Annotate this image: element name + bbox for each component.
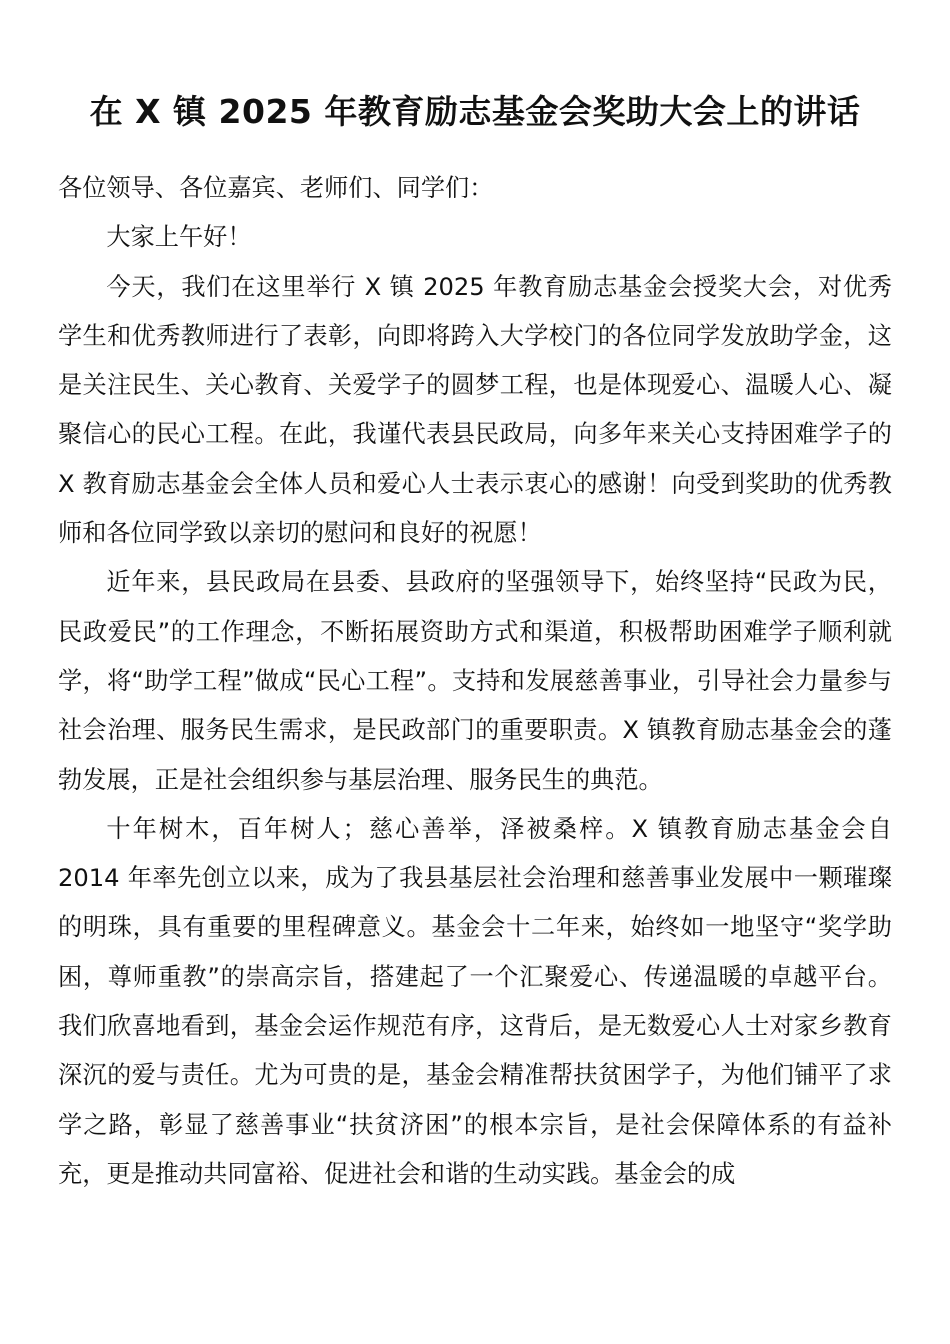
document-title: 在 X 镇 2025 年教育励志基金会奖助大会上的讲话 (89, 92, 861, 132)
paragraph-opening: 今天，我们在这里举行 X 镇 2025 年教育励志基金会授奖大会，对优秀学生和优秀教师进行了表彰，向即将跨入大学校门的各位同学发放助学金，这是关注民生、关心教育、关爱学子的圆梦工程，也是体现爱心、温暖人心、凝聚信心的民心工程。在此，我谨代表县民政局，向多年来关心支持困难学子的 X 教育励志基金会全体人员和爱心人士表示衷心的感谢！向受到奖助的优秀教师和各位同学致以亲切的慰问和良好的祝愿！ (58, 272, 892, 548)
paragraph-foundation: 十年树木，百年树人；慈心善举，泽被桑梓。X 镇教育励志基金会自 2014 年率先创立以来，成为了我县基层社会治理和慈善事业发展中一颗璀璨的明珠，具有重要的里程碑意义。基金会十二年来，始终如一地坚守“奖学助困，尊师重教”的崇高宗旨，搭建起了一个汇聚爱心、传递温暖的卓越平台。我们欣喜地看到，基金会运作规范有序，这背后，是无数爱心人士对家乡教育深沉的爱与责任。尤为可贵的是，基金会精准帮扶贫困学子，为他们铺平了求学之路，彰显了慈善事业“扶贫济困”的根本宗旨，是社会保障体系的有益补充，更是推动共同富裕、促进社会和谐的生动实践。基金会的成 (58, 814, 892, 1188)
paragraph-civil-affairs: 近年来，县民政局在县委、县政府的坚强领导下，始终坚持“民政为民，民政爱民”的工作理念，不断拓展资助方式和渠道，积极帮助困难学子顺利就学，将“助学工程”做成“民心工程”。支持和发展慈善事业，引导社会力量参与社会治理、服务民生需求，是民政部门的重要职责。X 镇教育励志基金会的蓬勃发展，正是社会组织参与基层治理、服务民生的典范。 (58, 568, 892, 794)
paragraph-greeting: 大家上午好！ (106, 223, 252, 252)
salutation: 各位领导、各位嘉宾、老师们、同学们： (58, 174, 494, 202)
document-body (58, 164, 892, 1199)
